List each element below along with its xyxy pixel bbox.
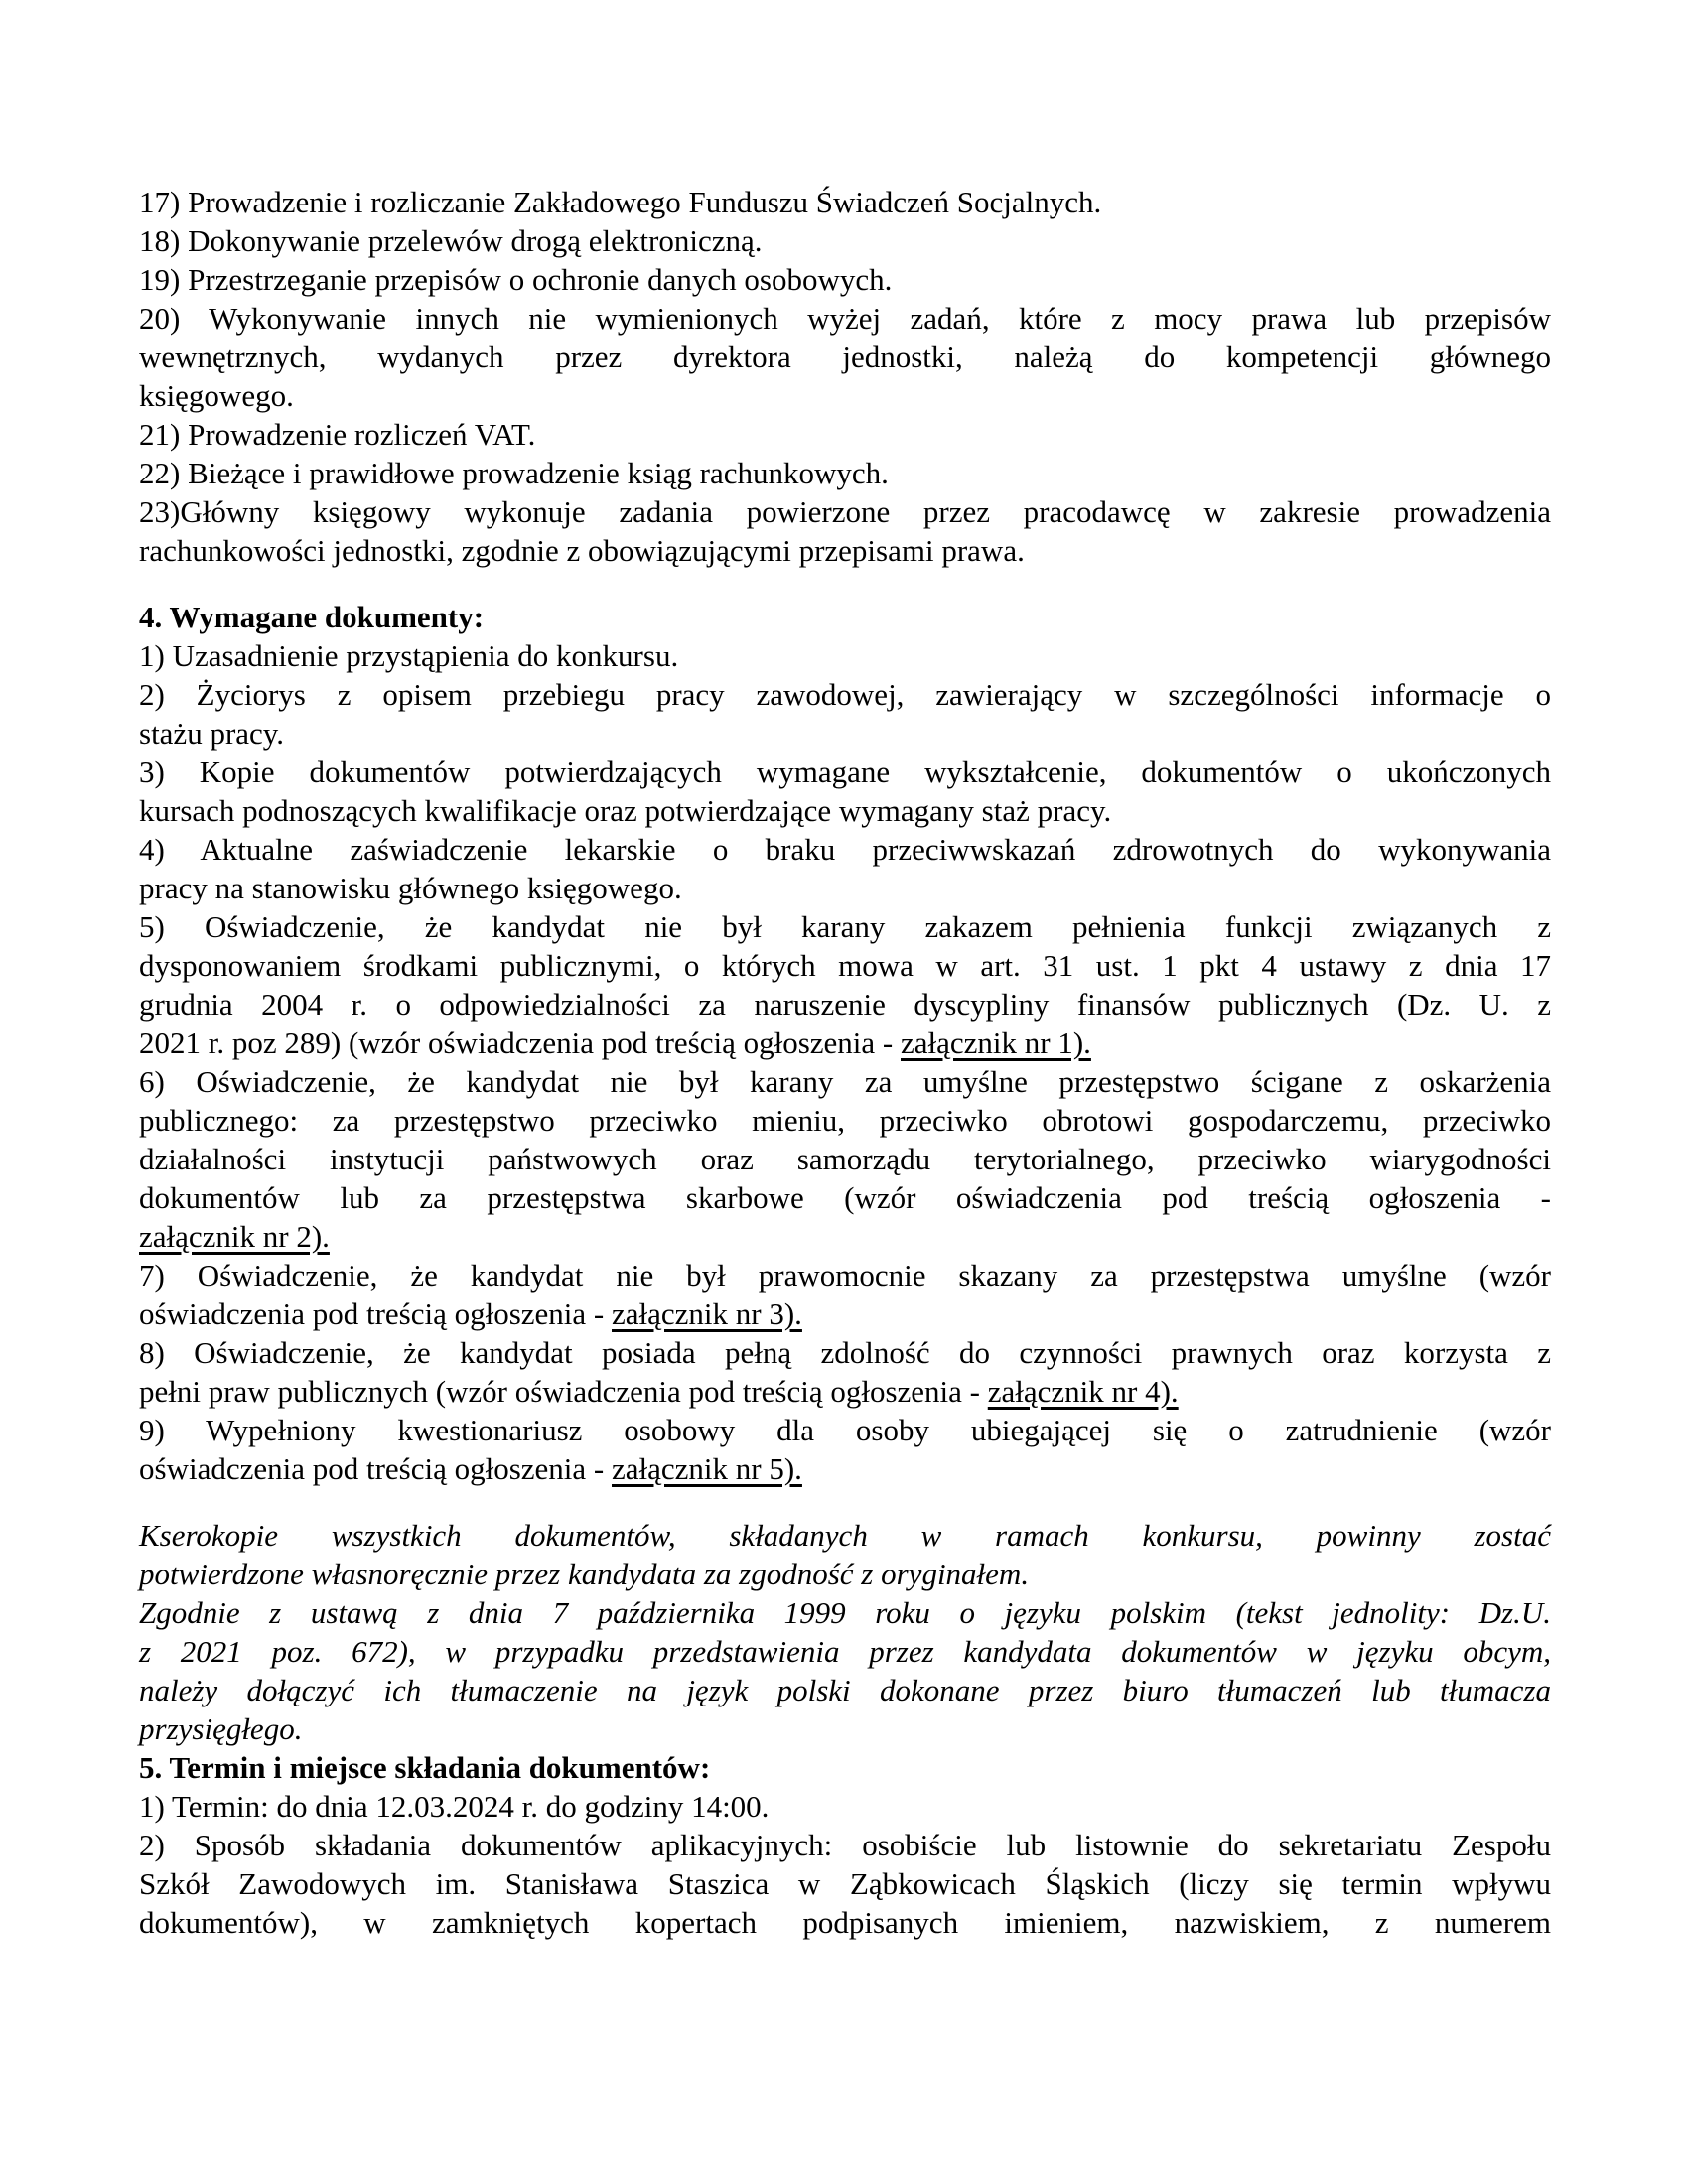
- text-line: [139, 1372, 1551, 1411]
- text-run: 22) Bieżące i prawidłowe prowadzenie ksiąg rachunkowych.: [139, 456, 889, 490]
- text-line: [139, 454, 1551, 492]
- text-line: [139, 1217, 1551, 1256]
- text-line: [139, 1516, 1551, 1555]
- text-run: działalności instytucji państwowych oraz samorządu terytorialnego, przeciwko wiarygodności: [139, 1142, 1551, 1176]
- text-run: Szkół Zawodowych im. Stanisława Staszica w Ząbkowicach Śląskich (liczy się termin wpływu: [139, 1866, 1551, 1901]
- text-run: 20) Wykonywanie innych nie wymienionych wyżej zadań, które z mocy prawa lub przepisów: [139, 301, 1551, 336]
- text-line: [139, 1411, 1551, 1449]
- text-run: 5. Termin i miejsce składania dokumentów:: [139, 1750, 711, 1785]
- text-run: 18) Dokonywanie przelewów drogą elektroniczną.: [139, 223, 763, 258]
- text-line: [139, 830, 1551, 869]
- text-line: [139, 1671, 1551, 1709]
- text-run: dokumentów lub za przestępstwa skarbowe (wzór oświadczenia pod treścią ogłoszenia -: [139, 1180, 1551, 1215]
- text-line: [139, 1903, 1551, 1942]
- text-line: [139, 299, 1551, 338]
- text-run: 3) Kopie dokumentów potwierdzających wymagane wykształcenie, dokumentów o ukończonych: [139, 754, 1551, 789]
- text-run: 21) Prowadzenie rozliczeń VAT.: [139, 417, 536, 452]
- text-run: dokumentów), w zamkniętych kopertach podpisanych imieniem, nazwiskiem, z numerem: [139, 1905, 1551, 1940]
- text-line: [139, 598, 1551, 636]
- paragraph-gap: [139, 1488, 1551, 1516]
- text-line: [139, 221, 1551, 260]
- text-line: [139, 1449, 1551, 1488]
- text-run: 2) Sposób składania dokumentów aplikacyjnych: osobiście lub listownie do sekretariatu Zespołu: [139, 1828, 1551, 1862]
- text-run: 17) Prowadzenie i rozliczanie Zakładowego Funduszu Świadczeń Socjalnych.: [139, 185, 1102, 219]
- section-heading: [139, 1748, 1551, 1787]
- text-line: [139, 1709, 1551, 1748]
- text-line: [139, 183, 1551, 221]
- text-run: 4. Wymagane dokumenty:: [139, 600, 485, 634]
- text-run: księgowego.: [139, 378, 294, 413]
- attachment-reference: załącznik nr 1).: [901, 1025, 1091, 1060]
- text-line: [139, 1178, 1551, 1217]
- text-run: oświadczenia pod treścią ogłoszenia -: [139, 1451, 613, 1486]
- attachment-reference: załącznik nr 3).: [612, 1297, 802, 1331]
- text-line: [139, 675, 1551, 714]
- text-line: [139, 1333, 1551, 1372]
- attachment-reference: załącznik nr 4).: [987, 1374, 1179, 1409]
- text-run: potwierdzone własnoręcznie przez kandydata za zgodność z oryginałem.: [139, 1557, 1030, 1591]
- text-line: [139, 1555, 1551, 1593]
- paragraph: [139, 1516, 1551, 1748]
- text-run: 7) Oświadczenie, że kandydat nie był prawomocnie skazany za przestępstwa umyślne (wzór: [139, 1258, 1551, 1293]
- text-line: [139, 1748, 1551, 1787]
- text-run: pełni praw publicznych (wzór oświadczenia pod treścią ogłoszenia -: [139, 1374, 988, 1409]
- text-run: publicznego: za przestępstwo przeciwko mieniu, przeciwko obrotowi gospodarczemu, przeciwko: [139, 1103, 1551, 1138]
- text-line: [139, 1256, 1551, 1295]
- text-run: dysponowaniem środkami publicznymi, o których mowa w art. 31 ust. 1 pkt 4 ustawy z dnia 17: [139, 948, 1551, 983]
- text-line: [139, 714, 1551, 752]
- text-line: [139, 869, 1551, 907]
- attachment-reference: załącznik nr 5).: [612, 1451, 802, 1486]
- text-run: kursach podnoszących kwalifikacje oraz potwierdzające wymagany staż pracy.: [139, 793, 1112, 828]
- text-run: 5) Oświadczenie, że kandydat nie był karany zakazem pełnienia funkcji związanych z: [139, 909, 1551, 944]
- text-run: 9) Wypełniony kwestionariusz osobowy dla osoby ubiegającej się o zatrudnienie (wzór: [139, 1413, 1551, 1447]
- text-run: 2) Życiorys z opisem przebiegu pracy zawodowej, zawierający w szczególności informacje o: [139, 677, 1551, 712]
- text-line: [139, 1101, 1551, 1140]
- text-line: [139, 791, 1551, 830]
- text-line: [139, 1787, 1551, 1826]
- text-run: 1) Termin: do dnia 12.03.2024 r. do godziny 14:00.: [139, 1789, 770, 1824]
- text-line: [139, 531, 1551, 570]
- text-line: [139, 1295, 1551, 1333]
- text-line: [139, 636, 1551, 675]
- paragraph: [139, 636, 1551, 1488]
- text-line: [139, 985, 1551, 1024]
- text-run: z 2021 poz. 672), w przypadku przedstawienia przez kandydata dokumentów w języku obcym,: [139, 1634, 1551, 1669]
- text-line: [139, 946, 1551, 985]
- text-run: 4) Aktualne zaświadczenie lekarskie o braku przeciwwskazań zdrowotnych do wykonywania: [139, 832, 1551, 867]
- text-line: [139, 338, 1551, 376]
- section-heading: [139, 598, 1551, 636]
- text-line: [139, 415, 1551, 454]
- attachment-reference: załącznik nr 2).: [139, 1219, 330, 1254]
- text-line: [139, 907, 1551, 946]
- text-run: 6) Oświadczenie, że kandydat nie był karany za umyślne przestępstwo ścigane z oskarżenia: [139, 1064, 1551, 1099]
- text-line: [139, 1062, 1551, 1101]
- text-run: grudnia 2004 r. o odpowiedzialności za naruszenie dyscypliny finansów publicznych (Dz. U. z: [139, 987, 1551, 1022]
- text-run: 23)Główny księgowy wykonuje zadania powierzone przez pracodawcę w zakresie prowadzenia: [139, 494, 1551, 529]
- text-line: [139, 1024, 1551, 1062]
- text-run: przysięgłego.: [139, 1711, 303, 1746]
- text-run: 8) Oświadczenie, że kandydat posiada pełną zdolność do czynności prawnych oraz korzysta z: [139, 1335, 1551, 1370]
- text-run: wewnętrznych, wydanych przez dyrektora jednostki, należą do kompetencji głównego: [139, 340, 1551, 374]
- text-run: 1) Uzasadnienie przystąpienia do konkursu.: [139, 638, 679, 673]
- text-run: rachunkowości jednostki, zgodnie z obowiązującymi przepisami prawa.: [139, 533, 1025, 568]
- paragraph: [139, 1787, 1551, 1942]
- text-line: [139, 376, 1551, 415]
- text-line: [139, 1632, 1551, 1671]
- text-line: [139, 1826, 1551, 1864]
- text-run: Kserokopie wszystkich dokumentów, składanych w ramach konkursu, powinny zostać: [139, 1518, 1551, 1553]
- paragraph: [139, 183, 1551, 570]
- text-line: [139, 1140, 1551, 1178]
- text-run: 2021 r. poz 289) (wzór oświadczenia pod treścią ogłoszenia -: [139, 1025, 901, 1060]
- text-run: 19) Przestrzeganie przepisów o ochronie danych osobowych.: [139, 262, 893, 297]
- text-line: [139, 1864, 1551, 1903]
- text-run: stażu pracy.: [139, 716, 285, 751]
- text-line: [139, 752, 1551, 791]
- paragraph-gap: [139, 570, 1551, 598]
- text-run: należy dołączyć ich tłumaczenie na język polski dokonane przez biuro tłumaczeń lub tłumacza: [139, 1673, 1551, 1707]
- document-content: [139, 183, 1551, 1942]
- text-run: oświadczenia pod treścią ogłoszenia -: [139, 1297, 613, 1331]
- text-run: Zgodnie z ustawą z dnia 7 października 1999 roku o języku polskim (tekst jednolity: Dz.U.: [139, 1595, 1551, 1630]
- text-line: [139, 1593, 1551, 1632]
- text-line: [139, 260, 1551, 299]
- text-run: pracy na stanowisku głównego księgowego.: [139, 871, 682, 905]
- text-line: [139, 492, 1551, 531]
